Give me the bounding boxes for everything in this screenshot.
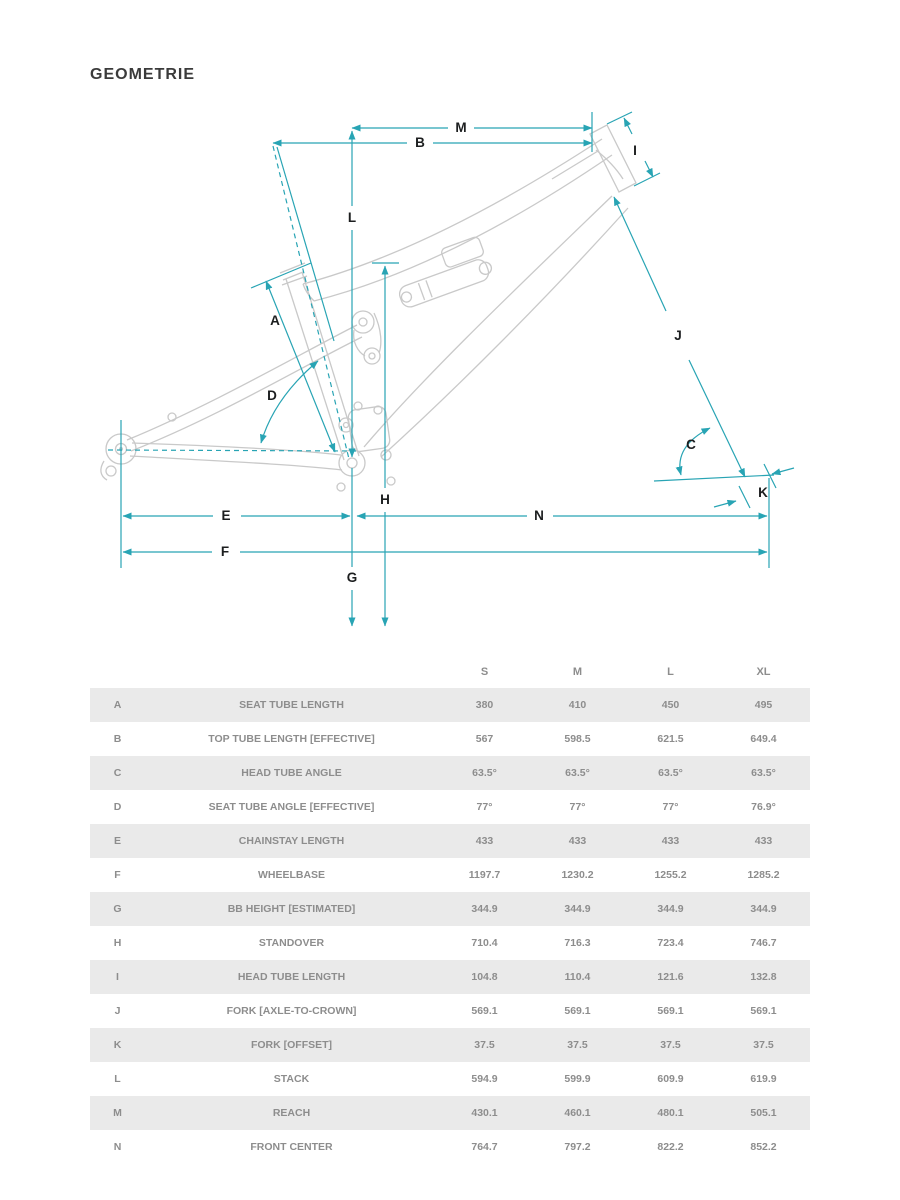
row-value: 852.2: [750, 1141, 777, 1153]
row-label: HEAD TUBE ANGLE: [241, 767, 342, 779]
row-value: 621.5: [657, 733, 684, 745]
table-row: [90, 1096, 810, 1130]
row-label: CHAINSTAY LENGTH: [238, 835, 345, 847]
row-label: SEAT TUBE LENGTH: [239, 699, 344, 711]
row-value: 433: [661, 835, 680, 847]
col-header-m: M: [572, 666, 583, 678]
lower-pivot: [339, 418, 353, 432]
lower-pivot: [344, 423, 349, 428]
row-label: TOP TUBE LENGTH [EFFECTIVE]: [208, 733, 375, 745]
row-value: 63.5°: [472, 767, 497, 779]
row-value: 37.5: [753, 1039, 774, 1051]
chainstay: [130, 456, 342, 470]
row-key: K: [113, 1039, 122, 1051]
row-value: 344.9: [750, 903, 777, 915]
table-row: [90, 824, 810, 858]
row-label: SEAT TUBE ANGLE [EFFECTIVE]: [208, 801, 375, 813]
row-value: 599.9: [564, 1073, 591, 1085]
row-key: D: [113, 801, 122, 813]
dim-tick-seat-tube: [251, 263, 311, 288]
dim-arrow-offset: [772, 468, 794, 474]
page-title: GEOMETRIE: [90, 66, 196, 83]
chainstay: [132, 443, 341, 455]
dim-label-g: G: [346, 570, 358, 585]
row-key: A: [113, 699, 122, 711]
seat-tube: [286, 279, 344, 460]
dim-arrow-offset: [714, 501, 736, 507]
row-value: 380: [475, 699, 494, 711]
table-row: [90, 790, 810, 824]
row-label: FORK [OFFSET]: [250, 1039, 333, 1051]
dim-label-j: J: [674, 328, 682, 343]
dim-line-head-tube: [645, 161, 653, 177]
row-value: 410: [568, 699, 587, 711]
row-value: 569.1: [564, 1005, 591, 1017]
row-value: 567: [475, 733, 494, 745]
table-row: [90, 892, 810, 926]
col-header-s: S: [480, 666, 489, 678]
bottom-bracket: [347, 458, 357, 468]
dim-label-c: C: [686, 437, 696, 452]
row-value: 77°: [569, 801, 586, 813]
row-value: 121.6: [657, 971, 684, 983]
front-reference-line: [654, 475, 774, 481]
row-key: J: [114, 1005, 121, 1017]
dim-label-n: N: [534, 508, 544, 523]
link-pivot: [369, 353, 375, 359]
row-value: 433: [754, 835, 773, 847]
link-plate: [374, 313, 381, 353]
row-value: 63.5°: [658, 767, 683, 779]
dim-tick-head-tube: [634, 173, 660, 186]
row-key: F: [114, 869, 121, 881]
row-value: 460.1: [564, 1107, 591, 1119]
dim-line-seat-tube: [266, 281, 335, 452]
derailleur-hanger: [106, 466, 116, 476]
table-row: [90, 688, 810, 722]
lower-link: [347, 406, 390, 453]
row-key: G: [113, 903, 122, 915]
row-key: B: [113, 733, 122, 745]
rear-shock: [390, 235, 495, 309]
row-value: 797.2: [564, 1141, 591, 1153]
row-label: HEAD TUBE LENGTH: [237, 971, 346, 983]
shock-detail: [426, 280, 432, 297]
row-value: 619.9: [750, 1073, 777, 1085]
table-row: [90, 756, 810, 790]
row-key: M: [113, 1107, 122, 1119]
row-value: 569.1: [657, 1005, 684, 1017]
frame-bolt: [387, 477, 395, 485]
table-row: [90, 926, 810, 960]
rocker-pivot: [359, 318, 367, 326]
dim-label-a: A: [270, 313, 280, 328]
dim-line-fork: [614, 197, 666, 311]
dim-label-l: L: [347, 210, 357, 225]
row-value: 822.2: [657, 1141, 684, 1153]
row-value: 569.1: [750, 1005, 777, 1017]
row-value: 1230.2: [561, 869, 594, 881]
row-value: 77°: [476, 801, 493, 813]
down-tube: [364, 196, 612, 447]
rocker-pivot: [352, 311, 374, 333]
dim-tick-head-tube: [607, 112, 632, 124]
row-value: 110.4: [564, 971, 591, 983]
row-value: 344.9: [471, 903, 498, 915]
row-value: 598.5: [564, 733, 591, 745]
dimension-lines: [108, 112, 794, 626]
row-value: 1197.7: [468, 869, 501, 881]
row-value: 344.9: [564, 903, 591, 915]
dim-label-d: D: [267, 388, 277, 403]
row-value: 433: [568, 835, 587, 847]
row-value: 63.5°: [565, 767, 590, 779]
row-value: 132.8: [750, 971, 777, 983]
col-header-label: [145, 656, 438, 688]
table-row: [90, 994, 810, 1028]
geometry-table: [90, 656, 810, 1164]
link-pivot: [364, 348, 380, 364]
row-label: WHEELBASE: [257, 869, 326, 881]
dim-label-m: M: [455, 120, 467, 135]
bike-frame-drawing: [101, 125, 636, 491]
top-tube: [314, 155, 612, 301]
shock-eyelet: [478, 261, 493, 276]
row-value: 649.4: [750, 733, 777, 745]
shock-detail: [418, 283, 424, 300]
row-value: 37.5: [567, 1039, 588, 1051]
down-tube: [381, 208, 628, 457]
col-header-key: [90, 656, 145, 688]
col-header-l: L: [667, 666, 674, 678]
row-label: FRONT CENTER: [250, 1141, 333, 1153]
row-value: 344.9: [657, 903, 684, 915]
geometry-table-header: [90, 656, 810, 688]
row-value: 433: [475, 835, 494, 847]
row-value: 710.4: [471, 937, 498, 949]
row-label: STANDOVER: [258, 937, 325, 949]
row-label: BB HEIGHT [ESTIMATED]: [227, 903, 356, 915]
row-value: 1255.2: [654, 869, 687, 881]
dim-tick-offset: [739, 486, 750, 508]
row-value: 569.1: [471, 1005, 498, 1017]
frame-bolt: [337, 483, 345, 491]
head-tube: [590, 125, 636, 192]
dim-label-f: F: [220, 544, 230, 559]
table-row: [90, 858, 810, 892]
row-value: 505.1: [750, 1107, 777, 1119]
row-value: 37.5: [660, 1039, 681, 1051]
row-key: I: [116, 971, 119, 983]
row-label: STACK: [273, 1073, 310, 1085]
row-value: 480.1: [657, 1107, 684, 1119]
row-label: FORK [AXLE-TO-CROWN]: [226, 1005, 357, 1017]
row-value: 37.5: [474, 1039, 495, 1051]
link-plate: [354, 330, 365, 356]
dim-line-fork: [689, 360, 745, 477]
row-key: N: [113, 1141, 122, 1153]
row-value: 77°: [662, 801, 679, 813]
row-value: 1285.2: [747, 869, 780, 881]
row-key: H: [113, 937, 122, 949]
dim-label-k: K: [758, 485, 768, 500]
table-row: [90, 1130, 810, 1164]
table-row: [90, 1062, 810, 1096]
dim-label-i: I: [633, 143, 637, 158]
dim-label-b: B: [415, 135, 425, 150]
dim-label-h: H: [380, 492, 390, 507]
row-value: 764.7: [471, 1141, 498, 1153]
row-value: 723.4: [657, 937, 684, 949]
row-value: 746.7: [750, 937, 777, 949]
geometry-table-body: [90, 688, 810, 1164]
row-value: 609.9: [657, 1073, 684, 1085]
row-key: E: [113, 835, 121, 847]
col-header-xl: XL: [756, 666, 771, 678]
row-label: REACH: [272, 1107, 311, 1119]
row-value: 76.9°: [751, 801, 776, 813]
row-value: 63.5°: [751, 767, 776, 779]
row-value: 104.8: [471, 971, 498, 983]
actual-seat-axis-line: [277, 147, 334, 341]
row-value: 495: [754, 699, 773, 711]
row-value: 716.3: [564, 937, 591, 949]
row-value: 430.1: [471, 1107, 498, 1119]
row-key: L: [114, 1073, 121, 1085]
row-key: C: [113, 767, 122, 779]
table-row: [90, 960, 810, 994]
table-row: [90, 722, 810, 756]
gusset-detail: [552, 151, 598, 179]
dim-label-e: E: [221, 508, 231, 523]
row-value: 594.9: [471, 1073, 498, 1085]
shock-body: [397, 257, 491, 309]
seatstay: [127, 325, 357, 440]
dim-line-head-tube: [624, 118, 632, 134]
table-row: [90, 1028, 810, 1062]
row-value: 450: [661, 699, 680, 711]
axle-height-reference-line: [108, 450, 358, 451]
